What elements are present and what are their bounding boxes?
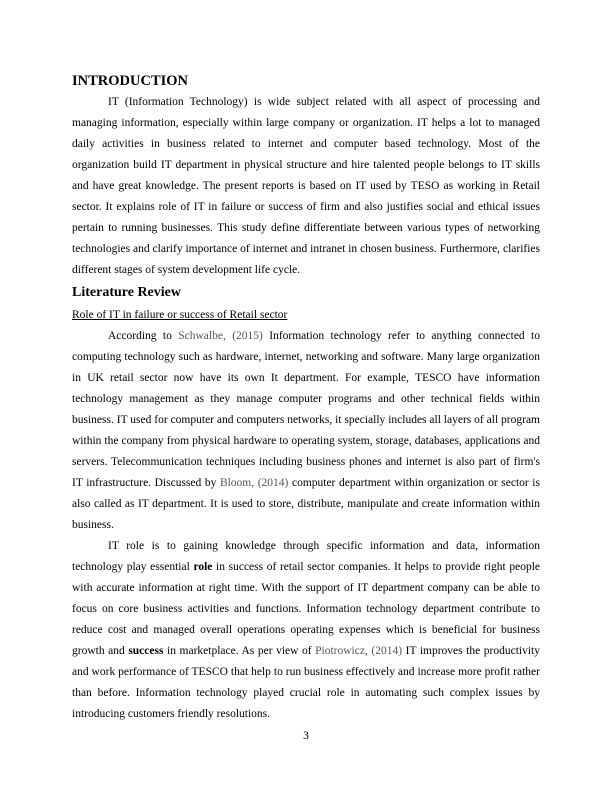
text-segment: computer department within organization or sector is also called as IT department. It is used to store, distribute, manipulate and create information within business. bbox=[72, 477, 540, 531]
text-segment: in success of retail sector companies. It helps to provide right people with accurate information at right time. With the support of IT department company can be able to focus on core business activities and functions. Information technology department contribute to reduce cost and managed overall operations operating expenses which is beneficial for business growth and bbox=[72, 561, 540, 657]
literature-paragraph-2 bbox=[72, 536, 540, 725]
document-page bbox=[72, 72, 540, 725]
text-segment: Information technology refer to anything connected to computing technology such as hardware, internet, networking and software. Many large organization in UK retail sector now have its own It department. For example, TESCO have information technology management as they manage computer programs and other technical fields within business. IT used for computer and computers networks, it specially includes all layers of all program within the company from physical hardware to operating system, storage, databases, applications and servers. Telecommunication techniques including business phones and internet is also part of firm's IT infrastructure. Discussed by bbox=[72, 330, 540, 489]
role-of-it-subheading: Role of IT in failure or success of Retail sector bbox=[72, 309, 288, 321]
literature-review-heading: Literature Review bbox=[72, 285, 181, 300]
bold-word-role: role bbox=[193, 561, 213, 573]
citation-schwalbe: Schwalbe, (2015) bbox=[178, 330, 263, 342]
text-segment: in marketplace. As per view of bbox=[163, 645, 316, 657]
citation-bloom: Bloom, (2014) bbox=[219, 477, 289, 489]
text-segment: IT role is to gaining knowledge through specific information and data, information technology play essential bbox=[72, 540, 540, 573]
bold-word-success: success bbox=[128, 645, 164, 657]
text-segment: According to bbox=[108, 330, 179, 342]
page-number: 3 bbox=[303, 730, 309, 742]
literature-paragraph-1 bbox=[72, 326, 540, 536]
text-segment: IT improves the productivity and work performance of TESCO that help to run business effectively and increase more profit rather than before. Information technology played crucial role in automating such complex issues by introducing customers friendly resolutions. bbox=[72, 645, 541, 720]
citation-piotrowicz: Piotrowicz, (2014) bbox=[315, 645, 403, 657]
introduction-paragraph: IT (Information Technology) is wide subject related with all aspect of processing and managing information, especially within large company or organization. IT helps a lot to managed daily activities in business related to internet and computer based technology. Most of the organization build IT department in physical structure and hire talented people belongs to IT skills and have great knowledge. The present reports is based on IT used by TESO as working in Retail sector. It explains role of IT in failure or success of firm and also justifies social and ethical issues pertain to running businesses. This study define differentiate between various types of networking technologies and clarify importance of internet and intranet in chosen business. Furthermore, clarifies different stages of system development life cycle. bbox=[72, 96, 540, 276]
introduction-heading: INTRODUCTION bbox=[72, 73, 189, 89]
